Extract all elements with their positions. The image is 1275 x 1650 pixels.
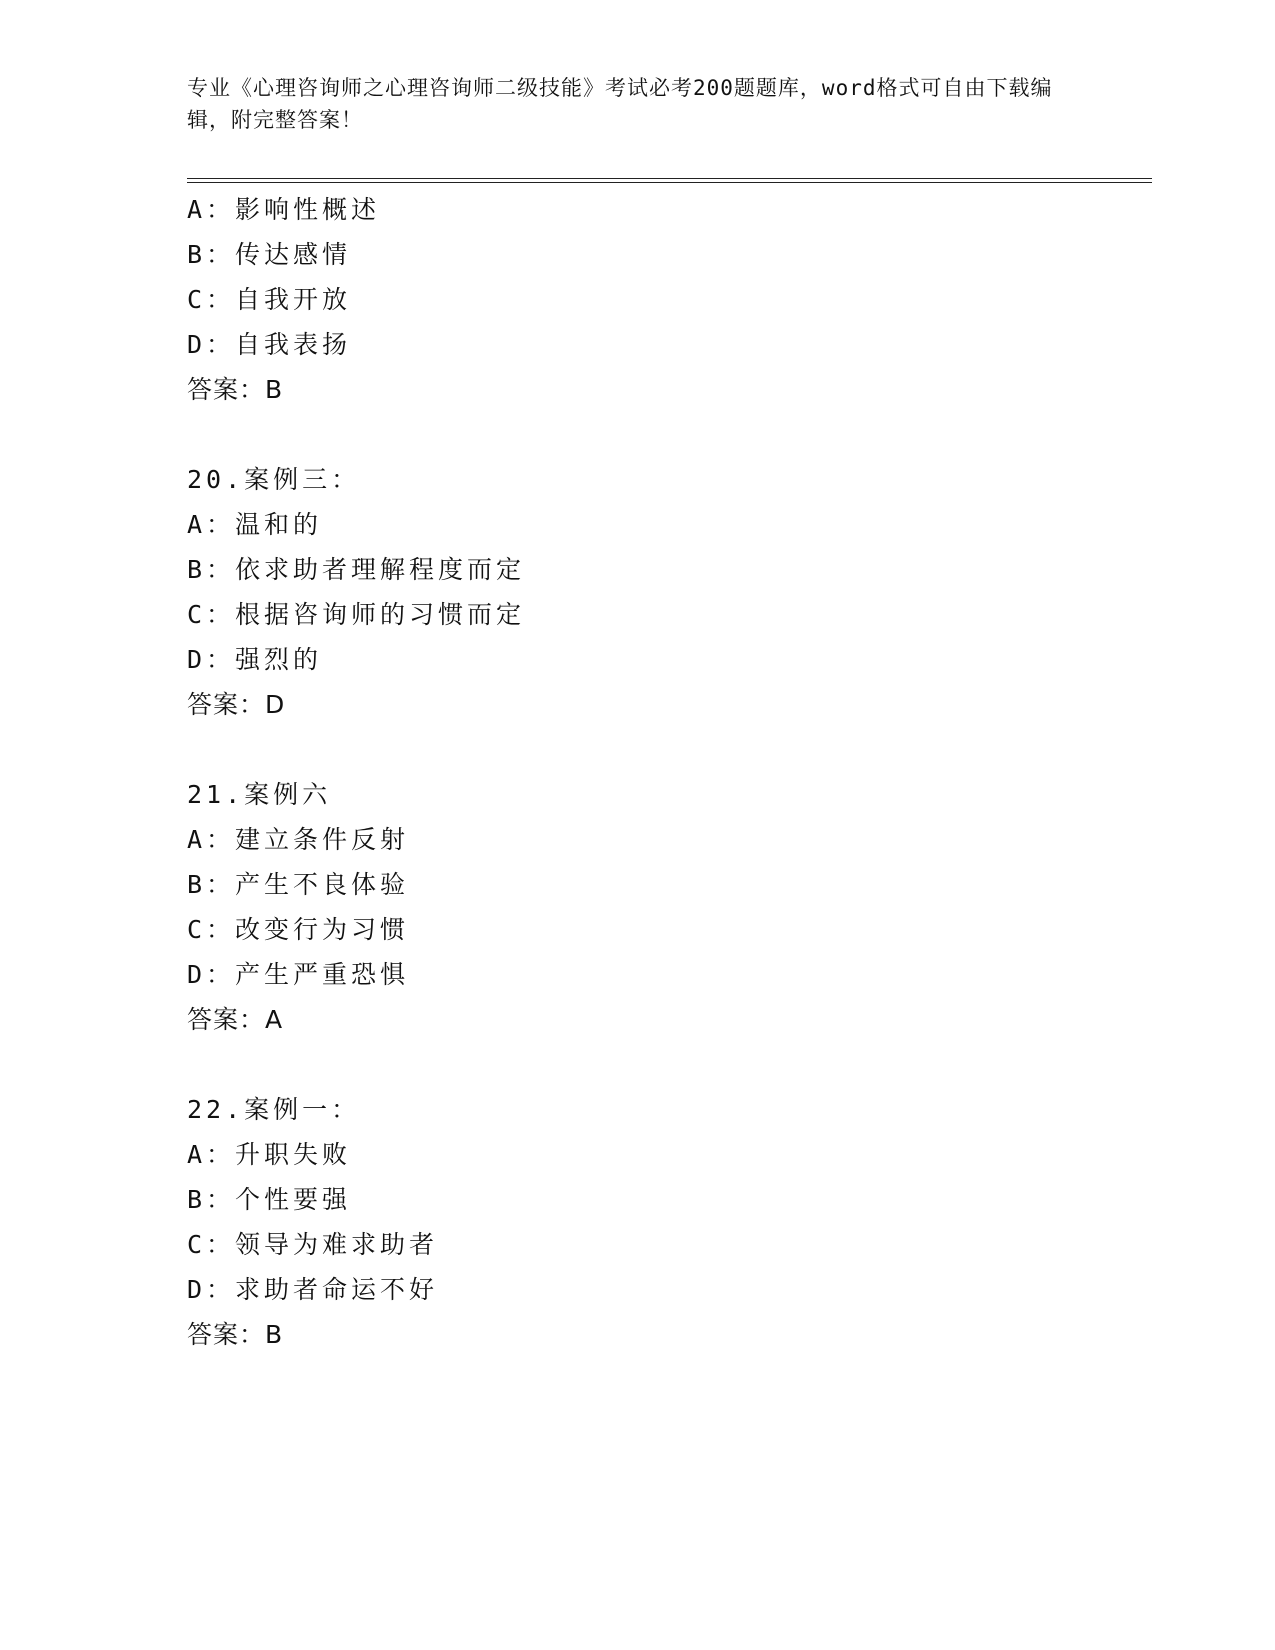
option-d: D：产生严重恐惧 bbox=[187, 960, 410, 989]
option-c: C：领导为难求助者 bbox=[187, 1230, 439, 1259]
option-d: D：自我表扬 bbox=[187, 330, 352, 359]
option-a: A：升职失败 bbox=[187, 1140, 352, 1169]
option-d: D：求助者命运不好 bbox=[187, 1275, 439, 1304]
option-b: B：个性要强 bbox=[187, 1185, 352, 1214]
option-b: B：依求助者理解程度而定 bbox=[187, 555, 526, 584]
question-title: 20.案例三： bbox=[187, 465, 361, 494]
option-c: C：改变行为习惯 bbox=[187, 915, 410, 944]
answer-line: 答案：B bbox=[187, 375, 284, 404]
option-b: B：传达感情 bbox=[187, 240, 352, 269]
header-divider-bottom bbox=[187, 182, 1152, 183]
option-d: D：强烈的 bbox=[187, 645, 323, 674]
option-b: B：产生不良体验 bbox=[187, 870, 410, 899]
option-a: A：温和的 bbox=[187, 510, 323, 539]
option-c: C：根据咨询师的习惯而定 bbox=[187, 600, 526, 629]
option-a: A：影响性概述 bbox=[187, 195, 381, 224]
answer-line: 答案：D bbox=[187, 690, 286, 719]
header-divider-top bbox=[187, 178, 1152, 179]
question-title: 22.案例一： bbox=[187, 1095, 361, 1124]
document-header: 专业《心理咨询师之心理咨询师二级技能》考试必考200题题库，word格式可自由下载编辑，附完整答案！ bbox=[187, 76, 1053, 132]
option-a: A：建立条件反射 bbox=[187, 825, 410, 854]
answer-line: 答案：A bbox=[187, 1005, 284, 1034]
option-c: C：自我开放 bbox=[187, 285, 352, 314]
answer-line: 答案：B bbox=[187, 1320, 284, 1349]
question-title: 21.案例六 bbox=[187, 780, 332, 809]
